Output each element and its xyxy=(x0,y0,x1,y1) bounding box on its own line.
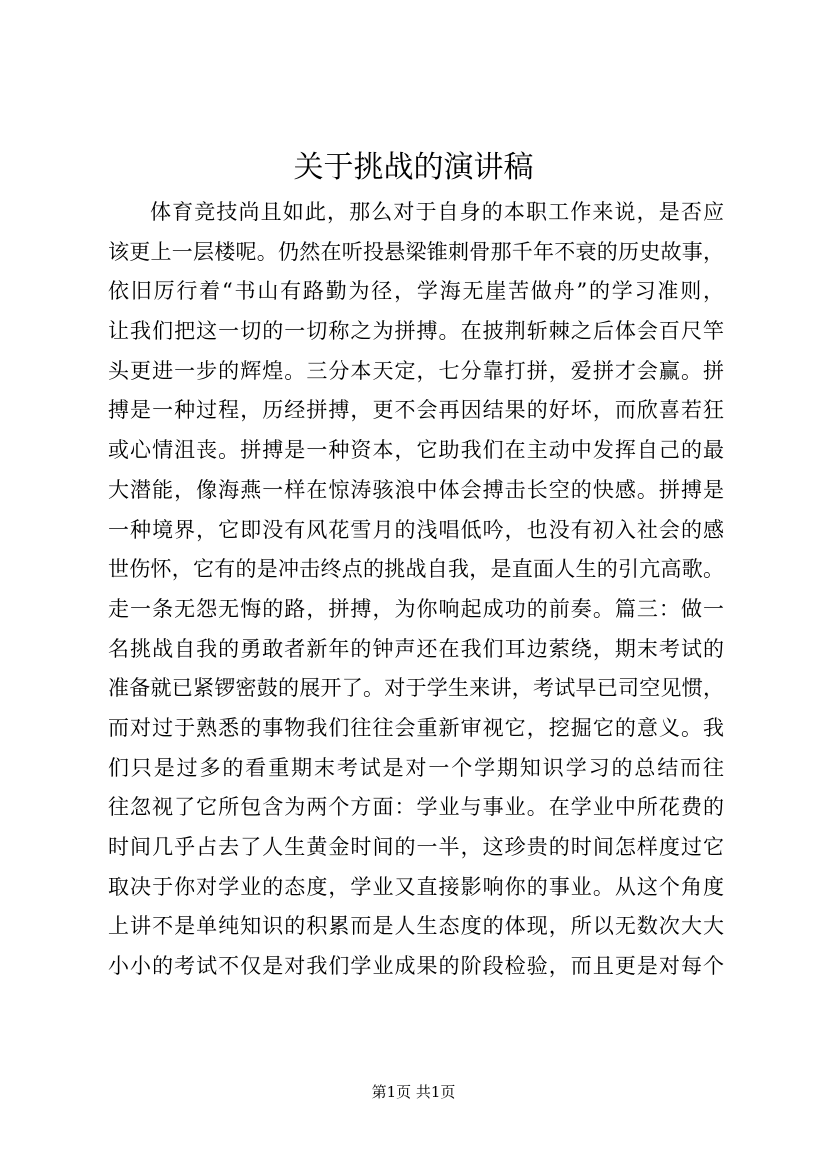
body-line: 而对过于熟悉的事物我们往往会重新审视它，挖掘它的意义。我 xyxy=(108,715,724,740)
body-line: 往忽视了它所包含为两个方面：学业与事业。在学业中所花费的 xyxy=(108,795,724,820)
body-line: 名挑战自我的勇敢者新年的钟声还在我们耳边萦绕，期末考试的 xyxy=(108,636,724,661)
body-line: 上讲不是单纯知识的积累而是人生态度的体现，所以无数次大大 xyxy=(108,914,724,939)
body-line: 世伤怀，它有的是冲击终点的挑战自我，是直面人生的引亢高歌。 xyxy=(108,557,724,582)
body-line: 们只是过多的看重期末考试是对一个学期知识学习的总结而往 xyxy=(108,755,724,780)
body-line: 时间几乎占去了人生黄金时间的一半，这珍贵的时间怎样度过它 xyxy=(108,835,724,859)
body-line: 准备就已紧锣密鼓的展开了。对于学生来讲，考试早已司空见惯， xyxy=(108,676,724,701)
body-line: 头更进一步的辉煌。三分本天定，七分靠打拼，爱拼才会赢。拼 xyxy=(108,358,724,383)
body-line: 体育竞技尚且如此，那么对于自身的本职工作来说，是否应 xyxy=(150,200,724,224)
body-line: 或心情沮丧。拼搏是一种资本，它助我们在主动中发挥自己的最 xyxy=(108,438,724,463)
body-line: 取决于你对学业的态度，学业又直接影响你的事业。从这个角度 xyxy=(108,874,724,899)
page-footer: 第1页 共1页 xyxy=(371,1083,456,1101)
body-line: 小小的考试不仅是对我们学业成果的阶段检验，而且更是对每个 xyxy=(108,954,724,979)
body-line: 依旧厉行着“书山有路勤为径，学海无崖苦做舟”的学习准则， xyxy=(108,279,724,304)
body-line: 大潜能，像海燕一样在惊涛骇浪中体会搏击长空的快感。拼搏是 xyxy=(108,477,724,502)
body-line: 搏是一种过程，历经拼搏，更不会再因结果的好坏，而欣喜若狂 xyxy=(108,398,724,423)
body-line: 让我们把这一切的一切称之为拼搏。在披荆斩棘之后体会百尺竿 xyxy=(108,319,724,344)
document-body xyxy=(108,193,724,987)
document-title: 关于挑战的演讲稿 xyxy=(293,150,534,185)
body-line: 该更上一层楼呢。仍然在听投悬梁锥刺骨那千年不衰的历史故事， xyxy=(108,239,724,264)
body-line: 一种境界，它即没有风花雪月的浅唱低吟，也没有初入社会的感 xyxy=(108,517,724,542)
body-line: 走一条无怨无悔的路，拼搏，为你响起成功的前奏。篇三：做一 xyxy=(108,596,724,621)
